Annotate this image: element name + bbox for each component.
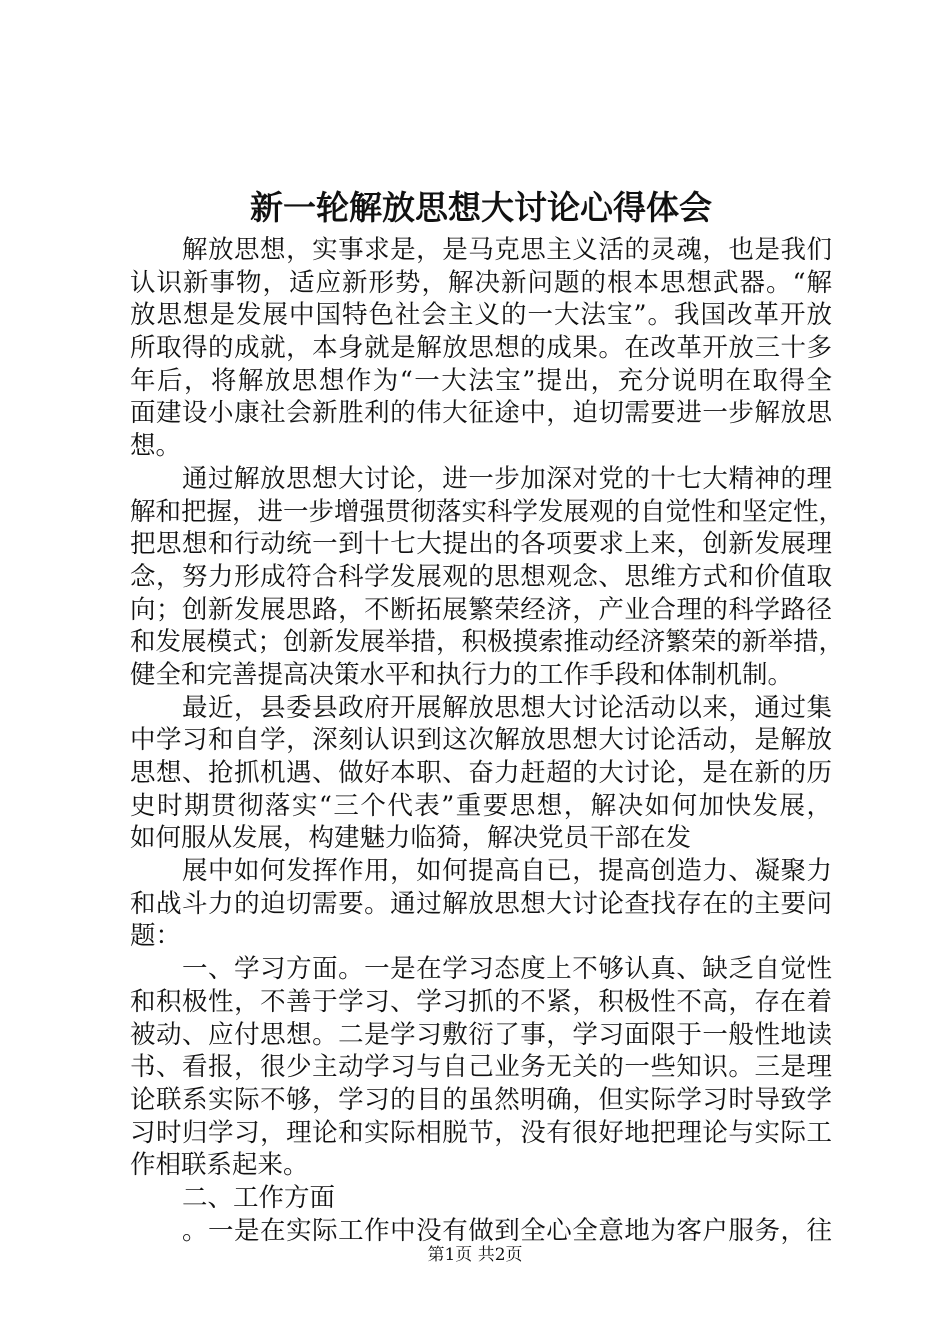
text-line: 如何服从发展，构建魅力临猗，解决党员干部在发 <box>130 823 692 854</box>
text-line: 题： <box>130 921 182 952</box>
text-line: 。一是在实际工作中没有做到全心全意地为客户服务，往 <box>182 1215 832 1246</box>
text-line: 通过解放思想大讨论，进一步加深对党的十七大精神的理 <box>182 463 832 494</box>
text-line: 放思想是发展中国特色社会主义的一大法宝”。我国改革开放 <box>130 300 832 331</box>
text-line: 展中如何发挥作用，如何提高自已，提高创造力、凝聚力 <box>182 856 832 887</box>
text-line: 中学习和自学，深刻认识到这次解放思想大讨论活动，是解放 <box>130 725 832 756</box>
text-line: 和发展模式；创新发展举措，积极摸索推动经济繁荣的新举措， <box>130 627 845 658</box>
text-line: 被动、应付思想。二是学习敷衍了事，学习面限于一般性地读 <box>130 1019 832 1050</box>
text-line: 一、学习方面。一是在学习态度上不够认真、缺乏自觉性 <box>182 954 832 985</box>
document-title: 新一轮解放思想大讨论心得体会 <box>250 188 712 227</box>
text-line: 所取得的成就，本身就是解放思想的成果。在改革开放三十多 <box>130 333 832 364</box>
text-line: 面建设小康社会新胜利的伟大征途中，迫切需要进一步解放思 <box>130 398 832 429</box>
text-line: 和积极性，不善于学习、学习抓的不紧，积极性不高，存在着 <box>130 986 832 1017</box>
document-body <box>130 234 845 1247</box>
text-line: 解放思想，实事求是，是马克思主义活的灵魂，也是我们 <box>182 235 832 265</box>
text-line: 二、工作方面 <box>182 1182 336 1213</box>
text-line: 作相联系起来。 <box>130 1150 309 1181</box>
text-line: 念，努力形成符合科学发展观的思想观念、思维方式和价值取 <box>130 561 832 592</box>
text-line: 向；创新发展思路，不断拓展繁荣经济，产业合理的科学路径 <box>130 594 832 625</box>
text-line: 书、看报，很少主动学习与自己业务无关的一些知识。三是理 <box>130 1052 832 1083</box>
text-line: 解和把握，进一步增强贯彻落实科学发展观的自觉性和坚定性， <box>130 496 845 527</box>
text-line: 论联系实际不够，学习的目的虽然明确，但实际学习时导致学 <box>130 1084 832 1115</box>
text-line: 思想、抢抓机遇、做好本职、奋力赶超的大讨论，是在新的历 <box>130 758 832 788</box>
text-line: 最近，县委县政府开展解放思想大讨论活动以来，通过集 <box>182 692 832 723</box>
text-line: 想。 <box>130 431 182 462</box>
text-line: 健全和完善提高决策水平和执行力的工作手段和体制机制。 <box>130 659 794 690</box>
text-line: 认识新事物，适应新形势，解决新问题的根本思想武器。“解 <box>130 267 832 298</box>
text-line: 和战斗力的迫切需要。通过解放思想大讨论查找存在的主要问 <box>130 888 832 919</box>
text-line: 把思想和行动统一到十七大提出的各项要求上来，创新发展理 <box>130 529 832 560</box>
page-footer: 第1页 共2页 <box>427 1245 523 1265</box>
text-line: 习时归学习，理论和实际相脱节，没有很好地把理论与实际工 <box>130 1117 832 1148</box>
document-page <box>130 0 845 1344</box>
text-line: 史时期贯彻落实“三个代表”重要思想，解决如何加快发展， <box>130 790 832 821</box>
text-line: 年后，将解放思想作为“一大法宝”提出，充分说明在取得全 <box>130 365 832 396</box>
